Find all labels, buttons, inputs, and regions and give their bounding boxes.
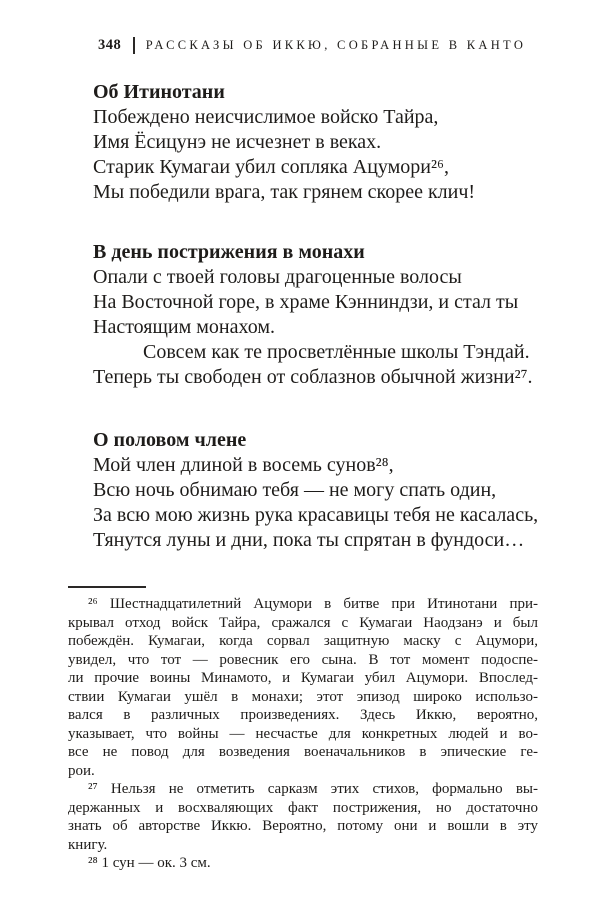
footnotes	[68, 595, 538, 873]
section-tonsure-day	[93, 240, 600, 390]
footnote-28	[68, 854, 538, 873]
footnote-line: крывал отход войск Тайра, сражался с Кумагаи Наодзанэ и был	[68, 614, 538, 631]
poem-line: Мой член длиной в восемь сунов²⁸,	[93, 454, 394, 476]
poem-line: Опали с твоей головы драгоценные волосы	[93, 266, 462, 288]
poem-line: Всю ночь обнимаю тебя — не могу спать один,	[93, 479, 497, 501]
footnote-separator	[68, 586, 146, 588]
footnote-line: знать об авторстве Иккю. Вероятно, потому они и вошли в эту	[68, 818, 538, 834]
poem-line: На Восточной горе, в храме Кэнниндзи, и стал ты	[93, 291, 519, 313]
footnote-line: держанных и восхваляющих факт пострижения, но достаточно	[68, 799, 538, 816]
poem-line: Старик Кумагаи убил сопляка Ацумори²⁶,	[93, 156, 449, 178]
poem-line: Совсем как те просветлённые школы Тэндай.	[93, 341, 530, 363]
section-heading: В день пострижения в монахи	[93, 241, 365, 263]
footnote-line: книгу.	[68, 836, 108, 853]
footnote-line: все не повод для возведения военачальников в эпические ге-	[68, 744, 538, 760]
poem-line: Тянутся луны и дни, пока ты спрятан в фундоси…	[93, 529, 525, 551]
footnote-line: увидел, что тот — ровесник его сына. В тот момент подоспе-	[68, 651, 538, 668]
footnote-line: рои.	[68, 762, 95, 779]
poem-line: Побеждено неисчислимое войско Тайра,	[93, 106, 439, 128]
section-heading: О половом члене	[93, 429, 247, 451]
header-divider	[133, 37, 135, 54]
poem-line: За всю мою жизнь рука красавицы тебя не касалась,	[93, 504, 539, 526]
footnote-line: ли прочие воины Минамото, и Кумагаи убил Ацумори. Впослед-	[68, 670, 538, 686]
page-number: 348	[98, 37, 122, 53]
footnote-line: ²⁷ Нельзя не отметить сарказм этих стихов, формально вы-	[88, 781, 538, 797]
running-header	[98, 37, 600, 54]
section-member	[93, 428, 600, 553]
poem-line: Мы победили врага, так грянем скорее клич!	[93, 181, 476, 203]
poem-lines	[93, 265, 600, 390]
footnote-line: побеждён. Кумагаи, когда сорвал защитную маску с Ацумори,	[68, 633, 538, 649]
section-itinotani	[93, 80, 600, 205]
poem-line: Теперь ты свободен от соблазнов обычной жизни²⁷.	[93, 366, 533, 388]
running-title: РАССКАЗЫ ОБ ИККЮ, СОБРАННЫЕ В КАНТО	[145, 38, 527, 52]
footnote-27	[68, 780, 538, 854]
footnote-line: указывает, что войны — несчастье для конкретных людей и во-	[68, 725, 538, 742]
section-heading: Об Итинотани	[93, 81, 225, 103]
footnote-line: ствии Кумагаи ушёл в монахи; этот эпизод широко использо-	[68, 688, 538, 705]
poem-line: Имя Ёсицунэ не исчезнет в веках.	[93, 131, 382, 153]
footnote-line: вался в различных произведениях. Здесь Иккю, вероятно,	[68, 707, 538, 723]
footnote-line: ²⁶ Шестнадцатилетний Ацумори в битве при Итинотани при-	[88, 596, 538, 612]
poem-line: Настоящим монахом.	[93, 316, 276, 338]
footnote-26	[68, 595, 538, 780]
poem-lines	[93, 105, 600, 205]
footnote-line: ²⁸ 1 сун — ок. 3 см.	[88, 855, 211, 871]
poem-lines	[93, 453, 600, 553]
